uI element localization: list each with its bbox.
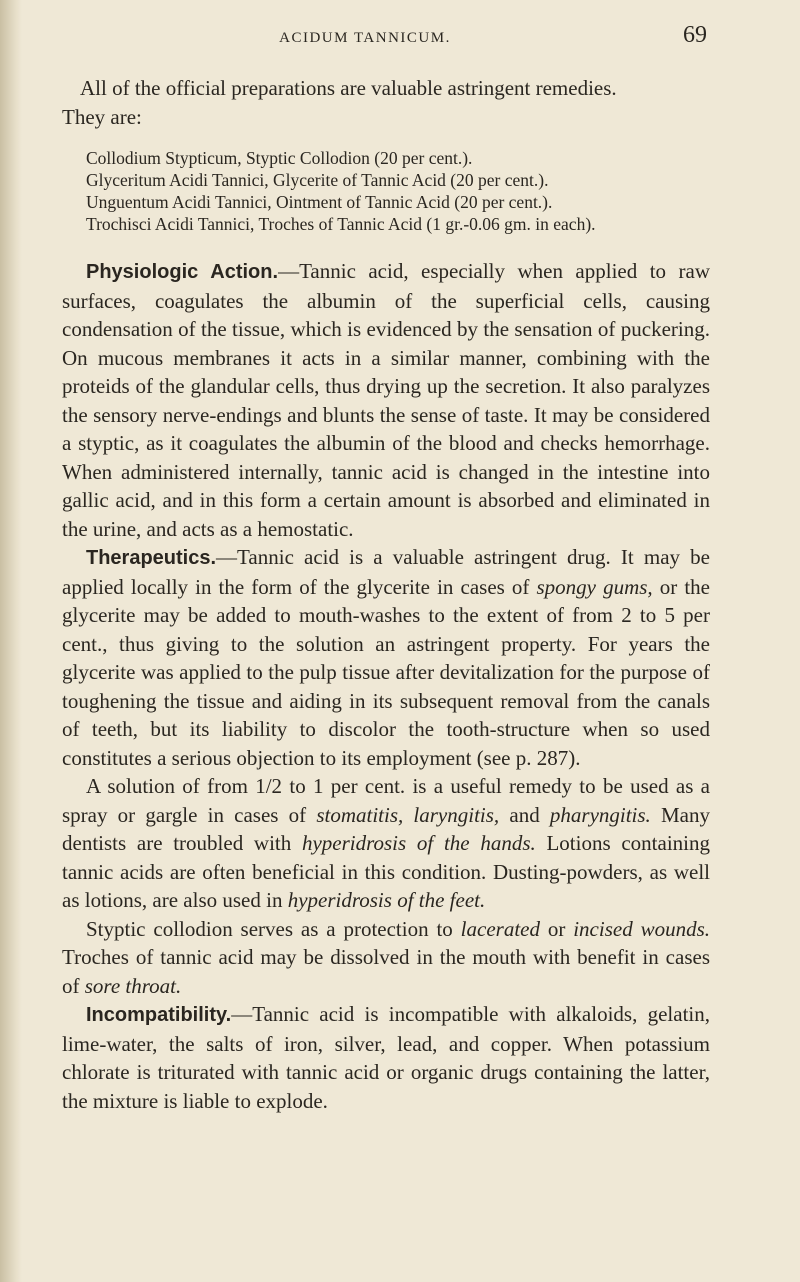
- therapeutics-paragraph-3: [62, 915, 710, 1001]
- preparation-item: Glyceritum Acidi Tannici, Glycerite of Tannic Acid (20 per cent.).: [86, 170, 549, 190]
- italic-term: stomatitis, laryngitis,: [316, 802, 500, 827]
- text-run: Many dentists are troubled with: [62, 802, 710, 855]
- text-run: —Tannic acid is a valuable astringent drug. It may be applied locally in the form of the glycerite in cases of: [62, 545, 710, 599]
- preparation-item: Trochisci Acidi Tannici, Troches of Tannic Acid (1 gr.-0.06 gm. in each).: [86, 214, 596, 234]
- italic-term: spongy gums,: [536, 574, 653, 599]
- incompatibility-paragraph: [62, 1000, 710, 1115]
- text-run: Styptic collodion serves as a protection to: [86, 916, 461, 941]
- italic-term: lacerated: [460, 916, 540, 941]
- physiologic-action-text: —Tannic acid, especially when applied to raw surfaces, coagulates the albumin of the superficial cells, causing condensation of the tissue, which is evidenced by the sensation of puckering. On mucous membranes it acts in a similar manner, combining with the proteids of the glandular cells, thus drying up the secretion. It also paralyzes the sensory nerve-endings and blunts the sense of taste. It may be considered a styptic, as it coagulates the albumin of the blood and checks hemorrhage. When administered internally, tannic acid is changed in the intestine into gallic acid, and in this form a certain amount is absorbed and eliminated in the urine, and acts as a hemostatic.: [62, 259, 710, 541]
- physiologic-action-heading: Physiologic Action.: [86, 261, 279, 283]
- text-run: or the glycerite may be added to mouth-washes to the extent of from 2 to 5 per cent., thus giving to the solution an astringent property. For years the glycerite was applied to the pulp tissue after devitalization for the purpose of toughening the tissue and aiding in its subsequent removal from the canals of teeth, but its liability to discolor the tooth-structure when so used constitutes a serious objection to its employment (see p. 287).: [62, 574, 710, 770]
- preparation-item: Unguentum Acidi Tannici, Ointment of Tannic Acid (20 per cent.).: [86, 192, 553, 212]
- page-edge-shadow: [0, 0, 22, 1282]
- intro-line-2: They are:: [62, 104, 142, 129]
- italic-term: hyperidrosis of the feet.: [287, 888, 486, 912]
- text-run: Troches of tannic acid may be dissolved in the mouth with benefit in cases of: [62, 945, 710, 998]
- text-run: or: [539, 916, 574, 941]
- incompatibility-text: —Tannic acid is incompatible with alkaloids, gelatin, lime-water, the salts of iron, silver, lead, and copper. When potassium chlorate is triturated with tannic acid or organic drugs containing the latter, the mixture is liable to explode.: [62, 1002, 710, 1113]
- page-body: [62, 74, 710, 1115]
- preparation-item: Collodium Stypticum, Styptic Collodion (20 per cent.).: [86, 148, 473, 168]
- therapeutics-paragraph-1: [62, 543, 710, 772]
- italic-term: pharyngitis.: [549, 802, 651, 827]
- italic-term: hyperidrosis of the hands.: [301, 831, 536, 855]
- running-title: ACIDUM TANNICUM.: [279, 30, 451, 46]
- italic-term: incised wounds.: [573, 916, 710, 941]
- therapeutics-paragraph-2: [62, 772, 710, 915]
- physiologic-action-paragraph: [62, 257, 710, 543]
- intro-line-1: All of the official preparations are valuable astringent remedies.: [80, 76, 617, 100]
- preparations-list: [86, 147, 710, 235]
- text-run: Lotions containing tannic acids are often beneficial in this condition. Dusting-powders, as well as lotions, are also used in: [62, 831, 710, 912]
- text-run: A solution of from 1/2 to 1 per cent. is a useful remedy to be used as a spray or gargle in cases of: [62, 774, 710, 827]
- italic-term: sore throat.: [84, 973, 182, 998]
- therapeutics-heading: Therapeutics.: [86, 547, 217, 569]
- text-run: and: [499, 802, 550, 827]
- incompatibility-heading: Incompatibility.: [86, 1004, 232, 1026]
- page-number: 69: [683, 22, 707, 48]
